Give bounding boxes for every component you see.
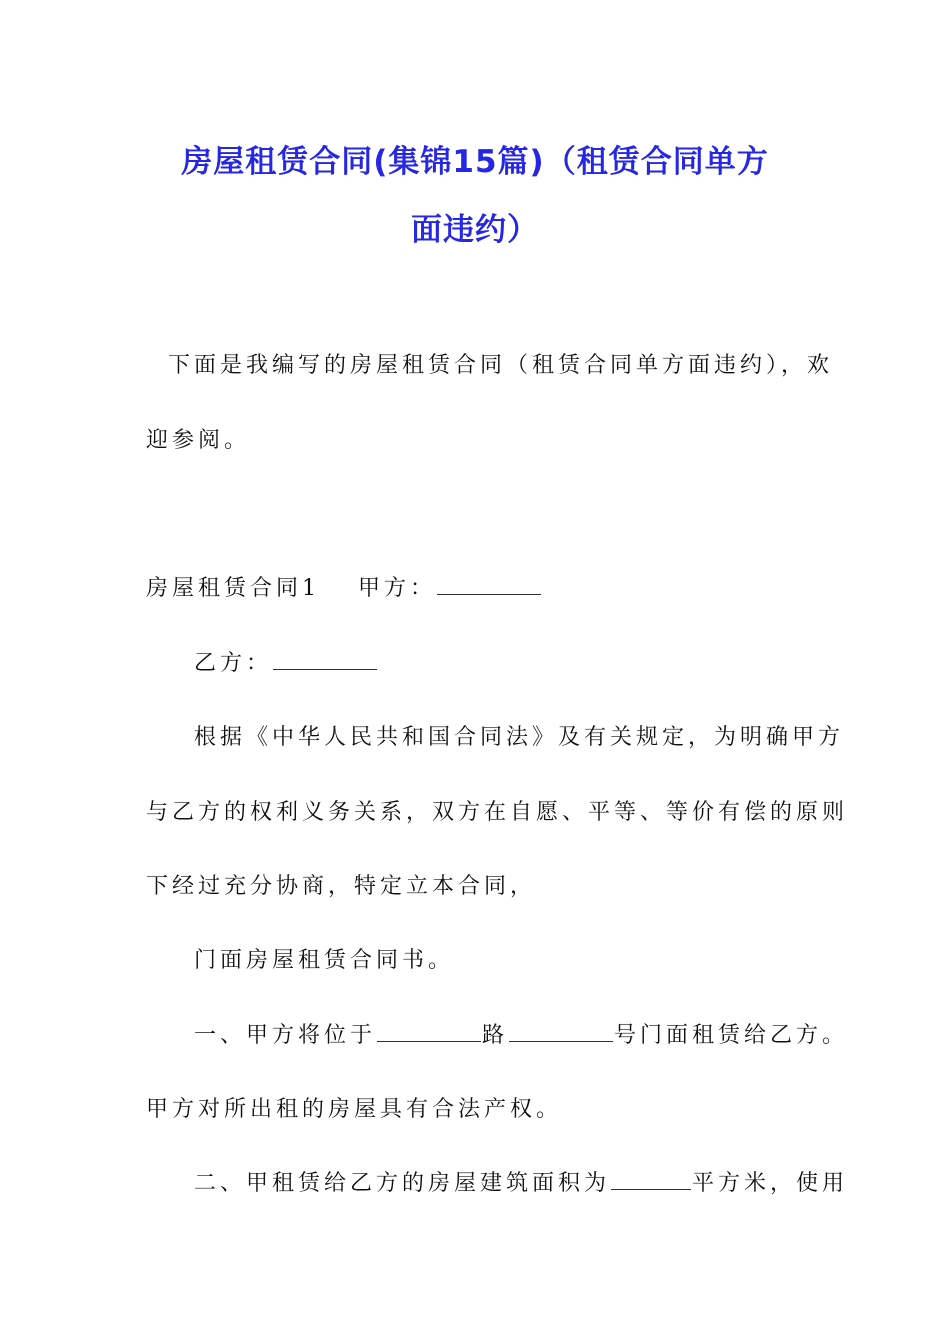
clause-1-line-1	[194, 1018, 848, 1049]
document-title-line-1: 房屋租赁合同(集锦15篇)（租赁合同单方	[181, 144, 769, 180]
number-blank	[509, 1040, 613, 1042]
area-blank	[611, 1188, 691, 1190]
clause-2-suffix: 平方米，使用	[692, 1171, 849, 1196]
basis-paragraph-line-1: 根据《中华人民共和国合同法》及有关规定，为明确甲方	[194, 725, 845, 750]
road-blank	[377, 1040, 481, 1042]
clause-1-prefix: 一、甲方将位于	[194, 1023, 377, 1048]
clause-1-line-2: 甲方对所出租的房屋具有合法产权。	[146, 1097, 563, 1122]
intro-paragraph-line-2: 迎参阅。	[146, 428, 251, 453]
intro-paragraph-line-1: 下面是我编写的房屋租赁合同（租赁合同单方面违约），欢	[168, 353, 834, 378]
party-a-label: 甲方：	[358, 576, 437, 601]
clause-2-prefix: 二、甲租赁给乙方的房屋建筑面积为	[194, 1171, 611, 1196]
basis-paragraph-line-3: 下经过充分协商，特定立本合同，	[146, 874, 537, 899]
basis-paragraph-line-2: 与乙方的权利义务关系，双方在自愿、平等、等价有偿的原则	[146, 800, 849, 825]
clause-1-mid: 路	[482, 1023, 509, 1048]
party-a-blank	[437, 593, 541, 595]
clause-2-line-1	[194, 1166, 848, 1197]
contract-heading-line	[146, 571, 542, 602]
contract-heading: 房屋租赁合同1	[146, 576, 320, 601]
book-title-line: 门面房屋租赁合同书。	[194, 948, 455, 973]
clause-1-suffix: 号门面租赁给乙方。	[614, 1023, 849, 1048]
party-b-label: 乙方：	[194, 651, 273, 676]
party-b-blank	[273, 668, 377, 670]
document-title-line-2: 面违约）	[411, 212, 539, 248]
party-b-line	[194, 646, 378, 677]
